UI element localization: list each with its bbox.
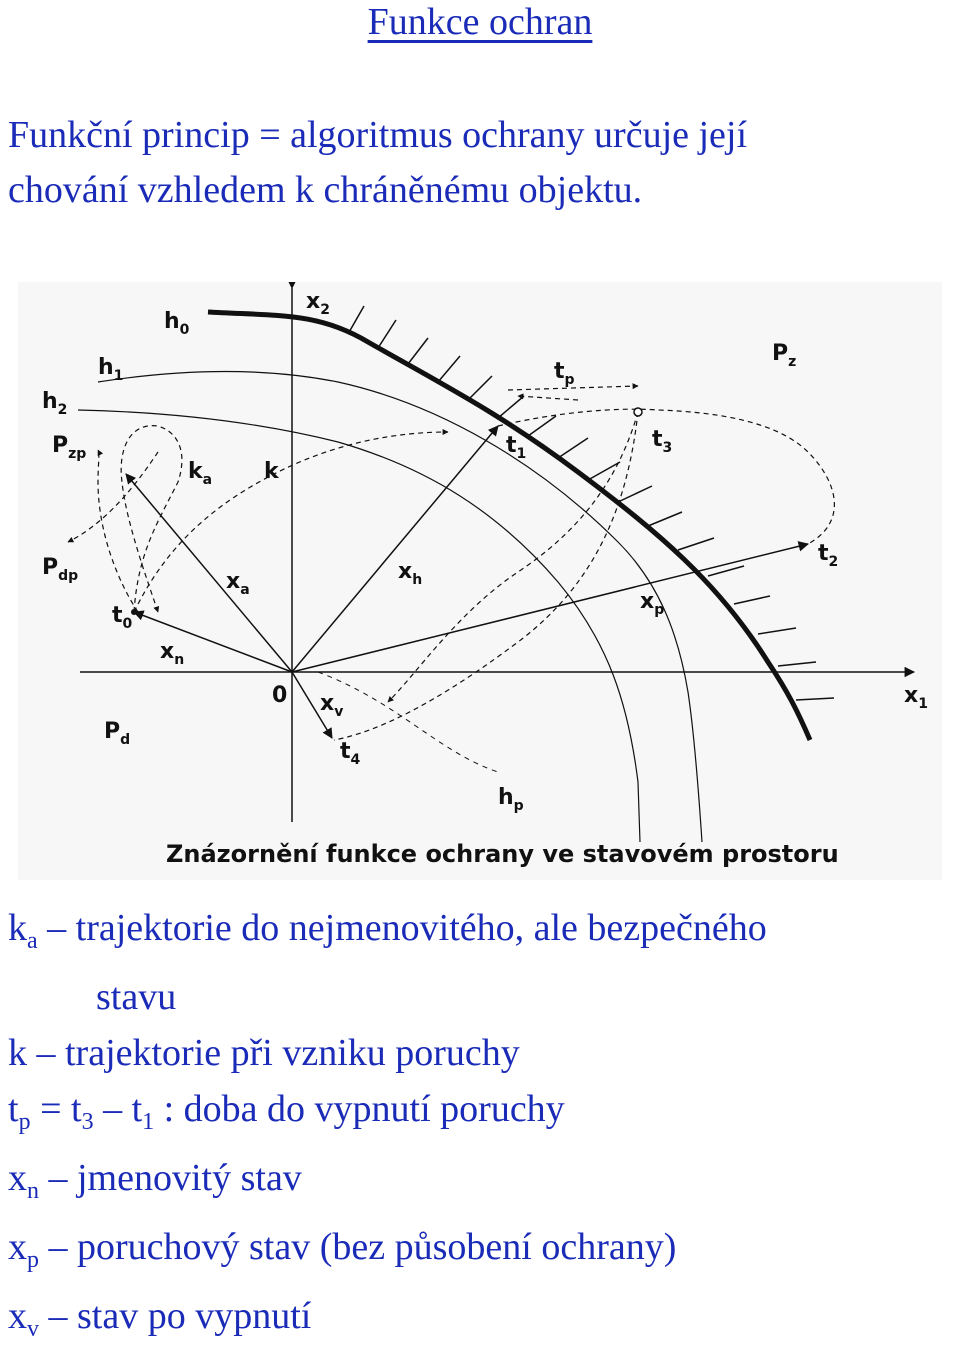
label-ka: $k_a$	[188, 459, 213, 488]
label-t3: $t_3$	[652, 427, 673, 456]
label-xp: $x_p$	[640, 589, 665, 618]
intro-text	[8, 108, 747, 218]
intro-line-2: chování vzhledem k chráněnému objektu.	[8, 169, 643, 211]
state-space-figure	[18, 282, 942, 880]
label-x2: $x_2$	[306, 289, 330, 318]
legend-item-xp: $x_p$ – poruchový stav (bez působení ochrany)	[8, 1226, 677, 1273]
state-space-diagram	[18, 282, 942, 880]
label-t0: $t_0$	[112, 603, 133, 632]
label-xn: $x_n$	[160, 639, 185, 668]
label-k: k	[264, 459, 279, 484]
label-xa: $x_a$	[226, 569, 250, 598]
legend-item-ka: $k_a$ – trajektorie do nejmenovitého, ale bezpečného	[8, 907, 767, 954]
legend-item-xn: $x_n$ – jmenovitý stav	[8, 1157, 302, 1204]
figure-caption: Znázornění funkce ochrany ve stavovém prostoru	[166, 840, 839, 868]
label-pdp: $P_{dp}$	[42, 555, 79, 584]
label-origin: 0	[272, 683, 288, 708]
label-t4: $t_4$	[340, 739, 361, 768]
label-pz: $P_z$	[772, 341, 797, 370]
label-h0: $h_0$	[164, 309, 190, 338]
t3-point	[634, 408, 642, 416]
legend-item-tp: $t_p = t_3 - t_1$ : doba do vypnutí poruchy	[8, 1088, 565, 1135]
label-xh: $x_h$	[398, 559, 423, 588]
label-hp: $h_p$	[498, 785, 524, 814]
label-pzp: $P_{zp}$	[52, 433, 87, 462]
label-h2: $h_2$	[42, 389, 68, 418]
t0-point	[131, 609, 137, 615]
label-h1: $h_1$	[98, 355, 124, 384]
label-x1: $x_1$	[904, 683, 928, 712]
label-tp: $t_p$	[554, 359, 575, 388]
label-xv: $x_v$	[320, 691, 344, 720]
legend-item-xv: $x_v$ – stav po vypnutí	[8, 1295, 312, 1342]
label-t1: $t_1$	[506, 433, 527, 462]
figure-background	[18, 282, 942, 880]
legend	[8, 900, 767, 1357]
page-title: Funkce ochran	[367, 1, 593, 43]
label-pd: $P_d$	[104, 719, 131, 748]
intro-line-1: Funkční princip = algoritmus ochrany určuje její	[8, 114, 748, 156]
legend-item-k: k – trajektorie při vzniku poruchy	[8, 1032, 520, 1074]
legend-item-ka-continuation: stavu	[96, 976, 177, 1018]
label-t2: $t_2$	[818, 541, 839, 570]
